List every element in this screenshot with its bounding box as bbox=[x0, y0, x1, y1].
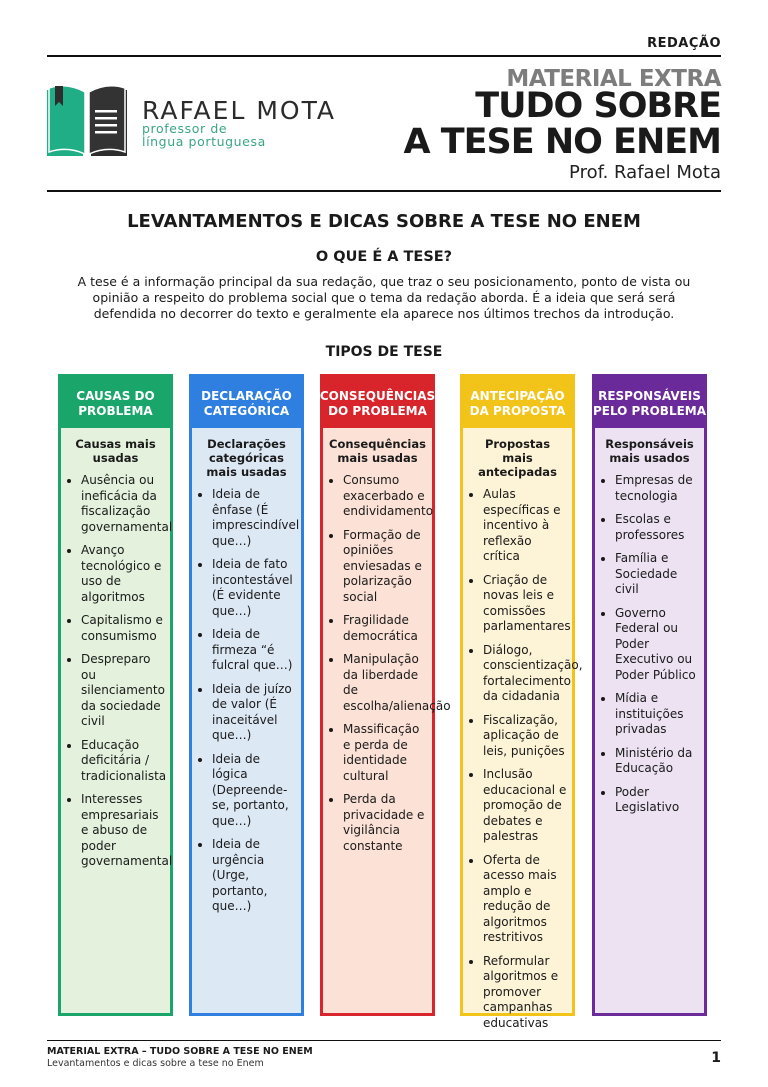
column-subheader: Propostas mais antecipadas bbox=[478, 437, 557, 479]
document-title bbox=[403, 88, 721, 160]
main-title: LEVANTAMENTOS E DICAS SOBRE A TESE NO ENEM bbox=[127, 211, 641, 232]
column-subheader: Declarações categóricas mais usadas bbox=[206, 437, 287, 479]
list-item: • Ideia de urgência (Urge, portanto, que…) bbox=[212, 837, 297, 915]
footer-subtitle: Levantamentos e dicas sobre a tese no Enem bbox=[47, 1058, 264, 1069]
list-item: • Ausência ou ineficácia da fiscalização governamental bbox=[81, 473, 166, 535]
author-name: Prof. Rafael Mota bbox=[569, 162, 721, 183]
logo-subtitle-line-1: professor de bbox=[142, 121, 228, 136]
list-item: • Escolas e professores bbox=[615, 512, 700, 543]
column-header-label: CONSEQUÊNCIAS DO PROBLEMA bbox=[319, 389, 436, 418]
column-list bbox=[463, 487, 583, 1031]
column-header bbox=[189, 374, 304, 428]
list-item: • Criação de novas leis e comissões parlamentares bbox=[483, 573, 568, 635]
thesis-type-column bbox=[58, 374, 173, 1016]
list-item: • Ideia de lógica (Depreende-se, portanto, que…) bbox=[212, 752, 297, 830]
footer-divider bbox=[47, 1040, 721, 1041]
column-header bbox=[320, 374, 435, 428]
list-item: • Consumo exacerbado e endividamento bbox=[343, 473, 428, 520]
list-item: • Formação de opiniões enviesadas e polarização social bbox=[343, 528, 428, 606]
list-item: • Diálogo, conscientização, fortalecimento da cidadania bbox=[483, 643, 568, 705]
column-header bbox=[460, 374, 575, 428]
column-list bbox=[61, 473, 173, 870]
list-item: • Governo Federal ou Poder Executivo ou Poder Público bbox=[615, 606, 700, 684]
intro-paragraph: A tese é a informação principal da sua redação, que traz o seu posicionamento, ponto de vista ou opinião a respeito do problema social que o tema da redação aborda. É a ideia que será será defendida no decorrer do texto e geralmente ela aparece nos últimos trechos da introdução. bbox=[77, 274, 691, 321]
column-subheader: Causas mais usadas bbox=[75, 437, 156, 465]
material-extra-label: MATERIAL EXTRA bbox=[506, 66, 721, 92]
column-header bbox=[592, 374, 707, 428]
list-item: • Ideia de fato incontestável (É evidente que…) bbox=[212, 557, 297, 619]
list-item: • Família e Sociedade civil bbox=[615, 551, 700, 598]
column-header bbox=[58, 374, 173, 428]
list-item: • Reformular algoritmos e promover campanhas educativas bbox=[483, 954, 568, 1032]
list-item: • Oferta de acesso mais amplo e redução de algoritmos restritivos bbox=[483, 853, 568, 946]
logo-subtitle bbox=[142, 122, 266, 148]
list-item: • Interesses empresariais e abuso de poder governamental bbox=[81, 792, 166, 870]
column-header-label: ANTECIPAÇÃO DA PROPOSTA bbox=[469, 389, 566, 418]
types-title: TIPOS DE TESE bbox=[325, 344, 443, 360]
list-item: • Perda da privacidade e vigilância constante bbox=[343, 792, 428, 854]
thesis-type-column bbox=[320, 374, 451, 1016]
column-header-label: RESPONSÁVEIS PELO PROBLEMA bbox=[592, 389, 707, 418]
list-item: • Mídia e instituições privadas bbox=[615, 691, 700, 738]
section-label: REDAÇÃO bbox=[647, 36, 721, 51]
list-item: • Capitalismo e consumismo bbox=[81, 613, 166, 644]
column-list bbox=[595, 473, 704, 816]
column-header-label: CAUSAS DO PROBLEMA bbox=[76, 389, 155, 418]
book-logo-icon bbox=[47, 84, 127, 162]
list-item: • Aulas específicas e incentivo à reflexão crítica bbox=[483, 487, 568, 565]
thesis-type-column bbox=[592, 374, 707, 1016]
section-subtitle: O QUE É A TESE? bbox=[315, 249, 453, 265]
list-item: • Ideia de juízo de valor (É inaceitável que…) bbox=[212, 682, 297, 744]
logo-subtitle-line-2: língua portuguesa bbox=[142, 134, 266, 149]
page-number: 1 bbox=[711, 1050, 721, 1066]
list-item: • Ideia de ênfase (É imprescindível que…) bbox=[212, 487, 297, 549]
logo-name: RAFAEL MOTA bbox=[142, 96, 336, 125]
list-item: • Empresas de tecnologia bbox=[615, 473, 700, 504]
column-list bbox=[192, 487, 301, 915]
document-title-line-1: TUDO SOBRE bbox=[475, 86, 721, 126]
footer-title: MATERIAL EXTRA – TUDO SOBRE A TESE NO ENEM bbox=[47, 1046, 313, 1057]
column-list bbox=[323, 473, 451, 854]
list-item: • Fiscalização, aplicação de leis, punições bbox=[483, 713, 568, 760]
column-header-label: DECLARAÇÃO CATEGÓRICA bbox=[201, 389, 292, 418]
list-item: • Ideia de firmeza “é fulcral que…) bbox=[212, 627, 297, 674]
list-item: • Despreparo ou silenciamento da sociedade civil bbox=[81, 652, 166, 730]
thesis-type-column bbox=[189, 374, 304, 1016]
list-item: • Fragilidade democrática bbox=[343, 613, 428, 644]
list-item: • Avanço tecnológico e uso de algoritmos bbox=[81, 543, 166, 605]
header-divider-top bbox=[47, 55, 721, 57]
list-item: • Ministério da Educação bbox=[615, 746, 700, 777]
list-item: • Massificação e perda de identidade cultural bbox=[343, 722, 428, 784]
list-item: • Educação deficitária / tradicionalista bbox=[81, 738, 166, 785]
column-subheader: Responsáveis mais usados bbox=[605, 437, 694, 465]
column-subheader: Consequências mais usadas bbox=[329, 437, 426, 465]
thesis-type-column bbox=[460, 374, 583, 1030]
list-item: • Poder Legislativo bbox=[615, 785, 700, 816]
header-divider-bottom bbox=[47, 190, 721, 192]
list-item: • Inclusão educacional e promoção de debates e palestras bbox=[483, 767, 568, 845]
document-title-line-2: A TESE NO ENEM bbox=[403, 122, 721, 162]
list-item: • Manipulação da liberdade de escolha/alienação bbox=[343, 652, 428, 714]
